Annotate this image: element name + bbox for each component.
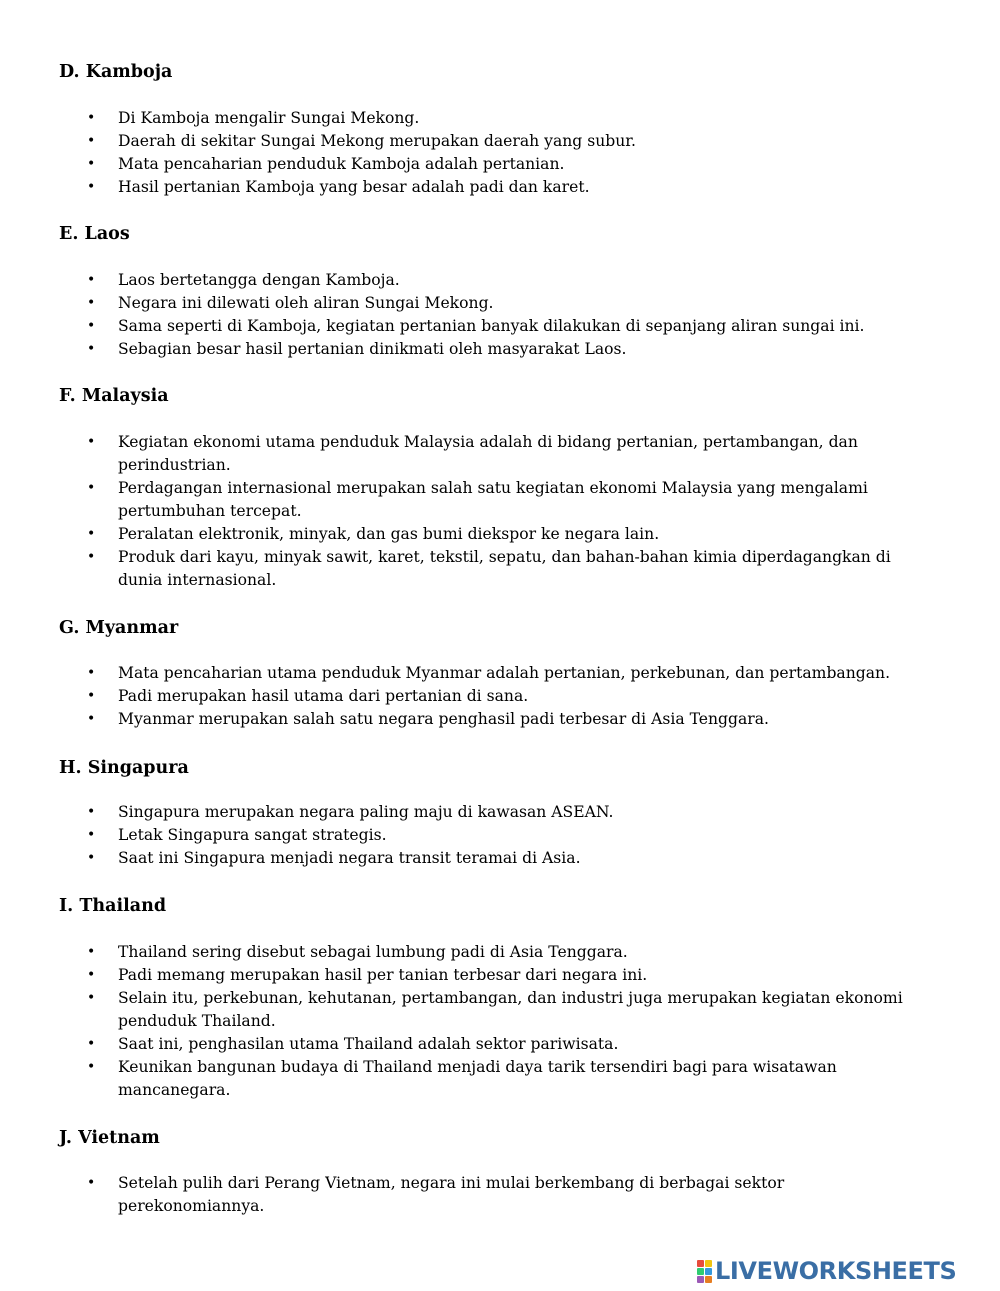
bullet-icon: • bbox=[87, 850, 96, 866]
bullet-icon: • bbox=[87, 295, 96, 311]
bullet-icon: • bbox=[87, 133, 96, 149]
bullet-list bbox=[59, 801, 939, 870]
bullet-icon: • bbox=[87, 990, 96, 1006]
bullet-list bbox=[59, 941, 939, 1102]
bullet-icon: • bbox=[87, 804, 96, 820]
list-item: • Di Kamboja mengalir Sungai Mekong. bbox=[59, 107, 939, 130]
bullet-icon: • bbox=[87, 1175, 96, 1191]
bullet-icon: • bbox=[87, 549, 96, 565]
list-item: • Selain itu, perkebunan, kehutanan, pertambangan, dan industri juga merupakan kegiatan ekonomi penduduk Thailand. bbox=[87, 989, 903, 1030]
bullet-list bbox=[59, 431, 939, 592]
bullet-list bbox=[59, 269, 939, 361]
section-heading: F. Malaysia bbox=[59, 386, 169, 406]
logo-tile bbox=[705, 1268, 712, 1275]
list-item: • Padi memang merupakan hasil per tanian terbesar dari negara ini. bbox=[59, 964, 939, 987]
section-heading: I. Thailand bbox=[59, 896, 167, 916]
bullet-icon: • bbox=[87, 179, 96, 195]
bullet-icon: • bbox=[87, 665, 96, 681]
logo-tile bbox=[697, 1276, 704, 1283]
list-item: • Padi merupakan hasil utama dari pertanian di sana. bbox=[59, 685, 939, 708]
bullet-list bbox=[59, 662, 939, 731]
bullet-icon: • bbox=[87, 272, 96, 288]
list-item: • Setelah pulih dari Perang Vietnam, negara ini mulai berkembang di berbagai sektor perekonomiannya. bbox=[87, 1174, 785, 1215]
list-item: • Kegiatan ekonomi utama penduduk Malaysia adalah di bidang pertanian, pertambangan, dan perindustrian. bbox=[87, 433, 858, 474]
list-item: • Mata pencaharian penduduk Kamboja adalah pertanian. bbox=[59, 153, 939, 176]
logo-tile bbox=[697, 1260, 704, 1267]
list-item: • Peralatan elektronik, minyak, dan gas bumi diekspor ke negara lain. bbox=[59, 523, 939, 546]
bullet-icon: • bbox=[87, 434, 96, 450]
bullet-list bbox=[59, 107, 939, 199]
section-heading: D. Kamboja bbox=[59, 62, 173, 82]
bullet-icon: • bbox=[87, 341, 96, 357]
list-item: • Myanmar merupakan salah satu negara penghasil padi terbesar di Asia Tenggara. bbox=[59, 708, 939, 731]
list-item: • Perdagangan internasional merupakan salah satu kegiatan ekonomi Malaysia yang mengalami pertumbuhan tercepat. bbox=[87, 479, 868, 520]
list-item: • Produk dari kayu, minyak sawit, karet, tekstil, sepatu, dan bahan-bahan kimia diperdagangkan di dunia internasional. bbox=[87, 548, 891, 589]
bullet-icon: • bbox=[87, 688, 96, 704]
list-item: • Hasil pertanian Kamboja yang besar adalah padi dan karet. bbox=[59, 176, 939, 199]
list-item: • Daerah di sekitar Sungai Mekong merupakan daerah yang subur. bbox=[59, 130, 939, 153]
section-heading: G. Myanmar bbox=[59, 618, 179, 638]
list-item: • Keunikan bangunan budaya di Thailand menjadi daya tarik tersendiri bagi para wisatawan mancanegara. bbox=[87, 1058, 837, 1099]
bullet-icon: • bbox=[87, 110, 96, 126]
list-item: • Sama seperti di Kamboja, kegiatan pertanian banyak dilakukan di sepanjang aliran sungai ini. bbox=[59, 315, 939, 338]
bullet-icon: • bbox=[87, 480, 96, 496]
bullet-icon: • bbox=[87, 1036, 96, 1052]
bullet-icon: • bbox=[87, 967, 96, 983]
bullet-icon: • bbox=[87, 711, 96, 727]
list-item: • Mata pencaharian utama penduduk Myanmar adalah pertanian, perkebunan, dan pertambangan. bbox=[59, 662, 939, 685]
list-item: • Letak Singapura sangat strategis. bbox=[59, 824, 939, 847]
bullet-icon: • bbox=[87, 944, 96, 960]
list-item: • Singapura merupakan negara paling maju di kawasan ASEAN. bbox=[59, 801, 939, 824]
logo-tile bbox=[705, 1260, 712, 1267]
bullet-icon: • bbox=[87, 827, 96, 843]
list-item: • Saat ini Singapura menjadi negara transit teramai di Asia. bbox=[59, 847, 939, 870]
section-heading: J. Vietnam bbox=[59, 1128, 160, 1148]
list-item: • Thailand sering disebut sebagai lumbung padi di Asia Tenggara. bbox=[59, 941, 939, 964]
list-item: • Saat ini, penghasilan utama Thailand adalah sektor pariwisata. bbox=[59, 1033, 939, 1056]
bullet-icon: • bbox=[87, 1059, 96, 1075]
liveworksheets-logo-icon bbox=[697, 1260, 712, 1283]
list-item: • Laos bertetangga dengan Kamboja. bbox=[59, 269, 939, 292]
bullet-icon: • bbox=[87, 526, 96, 542]
list-item: • Negara ini dilewati oleh aliran Sungai Mekong. bbox=[59, 292, 939, 315]
bullet-list bbox=[59, 1172, 939, 1218]
logo-tile bbox=[697, 1268, 704, 1275]
bullet-icon: • bbox=[87, 156, 96, 172]
logo-tile bbox=[705, 1276, 712, 1283]
logo-wordmark: LIVEWORKSHEETS bbox=[715, 1257, 957, 1285]
bullet-icon: • bbox=[87, 318, 96, 334]
section-heading: E. Laos bbox=[59, 224, 130, 244]
section-heading: H. Singapura bbox=[59, 758, 189, 778]
list-item: • Sebagian besar hasil pertanian dinikmati oleh masyarakat Laos. bbox=[59, 338, 939, 361]
liveworksheets-logo[interactable] bbox=[697, 1256, 956, 1286]
